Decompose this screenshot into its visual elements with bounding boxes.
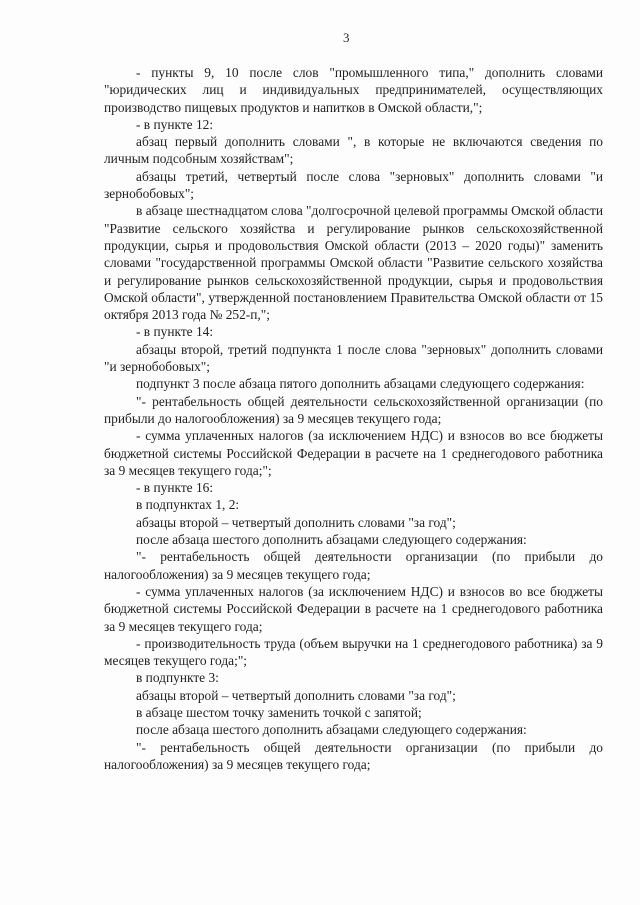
paragraph: "- рентабельность общей деятельности сельскохозяйственной организации (по прибыли до налогообложения) за 9 месяцев текущего года; xyxy=(104,393,603,426)
paragraph: абзацы третий, четвертый после слова "зерновых" дополнить словами "и зернобобовых"; xyxy=(104,168,603,202)
paragraph: после абзаца шестого дополнить абзацами следующего содержания: xyxy=(136,722,527,738)
paragraph: в подпунктах 1, 2: xyxy=(136,497,240,513)
paragraph: абзац первый дополнить словами ", в которые не включаются сведения по личным подсобным хозяйствам"; xyxy=(104,134,603,167)
paragraph: - в пункте 16: xyxy=(136,480,214,496)
paragraph: абзацы второй, третий подпункта 1 после слова "зерновых" дополнить словами "и зернобобовых"; xyxy=(104,341,603,375)
paragraph: подпункт 3 после абзаца пятого дополнить абзацами следующего содержания: xyxy=(136,376,585,392)
paragraph: в абзаце шестом точку заменить точкой с запятой; xyxy=(136,704,422,720)
paragraph: - сумма уплаченных налогов (за исключением НДС) и взносов во все бюджеты бюджетной системы Российской Федерации в расчете на 1 среднегодового работника за 9 месяцев текущего года;"; xyxy=(104,428,603,478)
paragraph: после абзаца шестого дополнить абзацами следующего содержания: xyxy=(136,532,527,548)
paragraph: "- рентабельность общей деятельности организации (по прибыли до налогообложения) за 9 месяцев текущего года; xyxy=(104,739,603,772)
paragraph: - пункты 9, 10 после слов "промышленного типа," дополнить словами "юридических лиц и индивидуальных предпринимателей, осуществляющих производство пищевых продуктов и напитков в Омской области,"; xyxy=(104,65,603,115)
paragraph: - в пункте 14: xyxy=(136,324,214,340)
page-number: 3 xyxy=(343,30,350,45)
document-body xyxy=(104,64,603,773)
paragraph: "- рентабельность общей деятельности организации (по прибыли до налогообложения) за 9 месяцев текущего года; xyxy=(104,549,603,582)
paragraph: - в пункте 12: xyxy=(136,116,214,132)
paragraph: в подпункте 3: xyxy=(136,670,219,686)
paragraph: - производительность труда (объем выручки на 1 среднегодового работника) за 9 месяцев текущего года;"; xyxy=(104,635,603,669)
paragraph: в абзаце шестнадцатом слова "долгосрочной целевой программы Омской области "Развитие сельского хозяйства и регулирование рынков сельскохозяйственной продукции, сырья и продовольствия Омской области (2013 – 2020 годы)" заменить словами "государственной программы Омской области "Развитие сельского хозяйства и регулирование рынков сельскохозяйственной продукции, сырья и продовольствия Омской области", утвержденной постановлением Правительства Омской области от 15 октября 2013 года № 252-п,"; xyxy=(104,203,603,323)
paragraph: абзацы второй – четвертый дополнить словами "за год"; xyxy=(136,687,456,703)
paragraph: - сумма уплаченных налогов (за исключением НДС) и взносов во все бюджеты бюджетной системы Российской Федерации в расчете на 1 среднегодового работника за 9 месяцев текущего года; xyxy=(104,583,603,634)
paragraph: абзацы второй – четвертый дополнить словами "за год"; xyxy=(136,514,456,530)
